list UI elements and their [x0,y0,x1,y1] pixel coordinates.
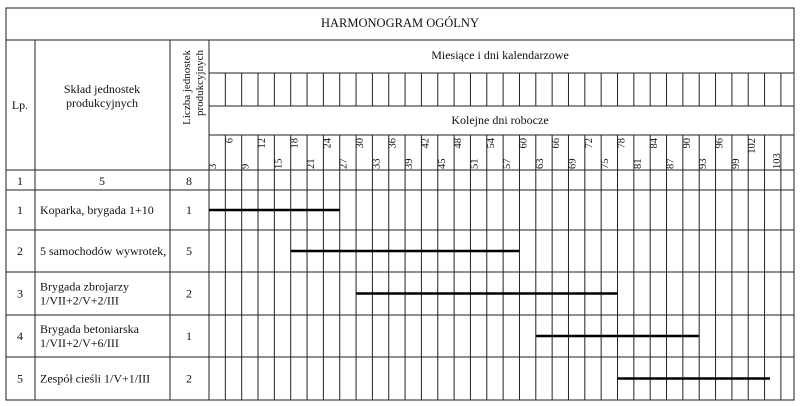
day-tick-label: 54 [485,138,497,149]
row-count: 1 [186,329,192,343]
row-lp: 5 [17,371,23,386]
header-lp: Lp. [11,98,29,112]
column-number-liczba: 8 [186,174,192,188]
header-miesiace: Miesiące i dni kalendarzowe [431,48,569,62]
column-number-lp: 1 [17,174,23,188]
row-name: Zespół cieśli 1/V+1/III [40,371,151,386]
row-lp: 1 [17,203,23,217]
day-tick-label: 84 [649,138,661,149]
day-tick-label: 78 [616,138,628,149]
day-tick-label: 3 [208,163,219,169]
header-kolejne: Kolejne dni robocze [451,113,549,127]
day-tick-label: 103 [772,153,783,169]
column-number-sklad: 5 [99,174,105,188]
day-tick-label: 102 [747,138,759,154]
day-tick-label: 33 [371,158,383,169]
header-liczba: Liczba jednostekprodukcyjnych [181,50,206,125]
day-tick-label: 18 [289,138,301,149]
day-tick-label: 30 [355,138,367,149]
day-tick-label: 39 [404,158,416,169]
row-name: Brygada betoniarska 1/VII+2/V+6/III [40,322,139,350]
row-count: 1 [186,203,192,217]
row-lp: 4 [17,329,23,343]
day-tick-label: 9 [240,163,252,169]
day-tick-label: 15 [273,158,285,169]
sheet-title: HARMONOGRAM OGÓLNY [321,16,479,30]
day-tick-label: 42 [420,138,432,149]
day-tick-label: 96 [714,138,726,149]
day-tick-label: 36 [387,138,399,149]
day-tick-label: 48 [453,138,465,149]
day-tick-label: 51 [469,158,481,169]
row-name: 5 samochodów wywrotek, [40,244,167,258]
day-tick-label: 81 [632,158,644,169]
day-tick-label: 69 [567,158,579,169]
day-tick-label: 87 [665,158,677,169]
row-count: 2 [186,371,192,386]
schedule-bars [209,210,770,379]
day-tick-label: 24 [322,138,334,149]
day-tick-label: 93 [698,158,710,169]
row-name: Koparka, brygada 1+10 [40,203,154,217]
day-tick-label: 90 [681,138,693,149]
day-tick-label: 63 [534,158,546,169]
day-tick-label: 57 [502,158,514,169]
day-tick-label: 21 [306,158,318,169]
day-tick-labels [208,137,783,169]
day-tick-label: 66 [551,138,563,149]
row-name: Brygada zbrojarzy 1/VII+2/V+2/III [40,279,129,308]
day-tick-label: 12 [257,138,269,149]
row-lp: 3 [17,286,23,301]
day-tick-label: 75 [600,158,612,169]
day-tick-label: 99 [730,158,742,169]
day-tick-label: 27 [338,158,350,169]
row-count: 2 [186,286,192,301]
row-lp: 2 [17,244,23,258]
day-tick-label: 72 [583,138,595,149]
day-tick-label: 6 [224,138,236,144]
row-count: 5 [186,244,192,258]
day-tick-label: 60 [518,138,530,149]
header-sklad: Skład jednostek produkcyjnych [63,82,141,110]
day-tick-label: 45 [436,158,448,169]
